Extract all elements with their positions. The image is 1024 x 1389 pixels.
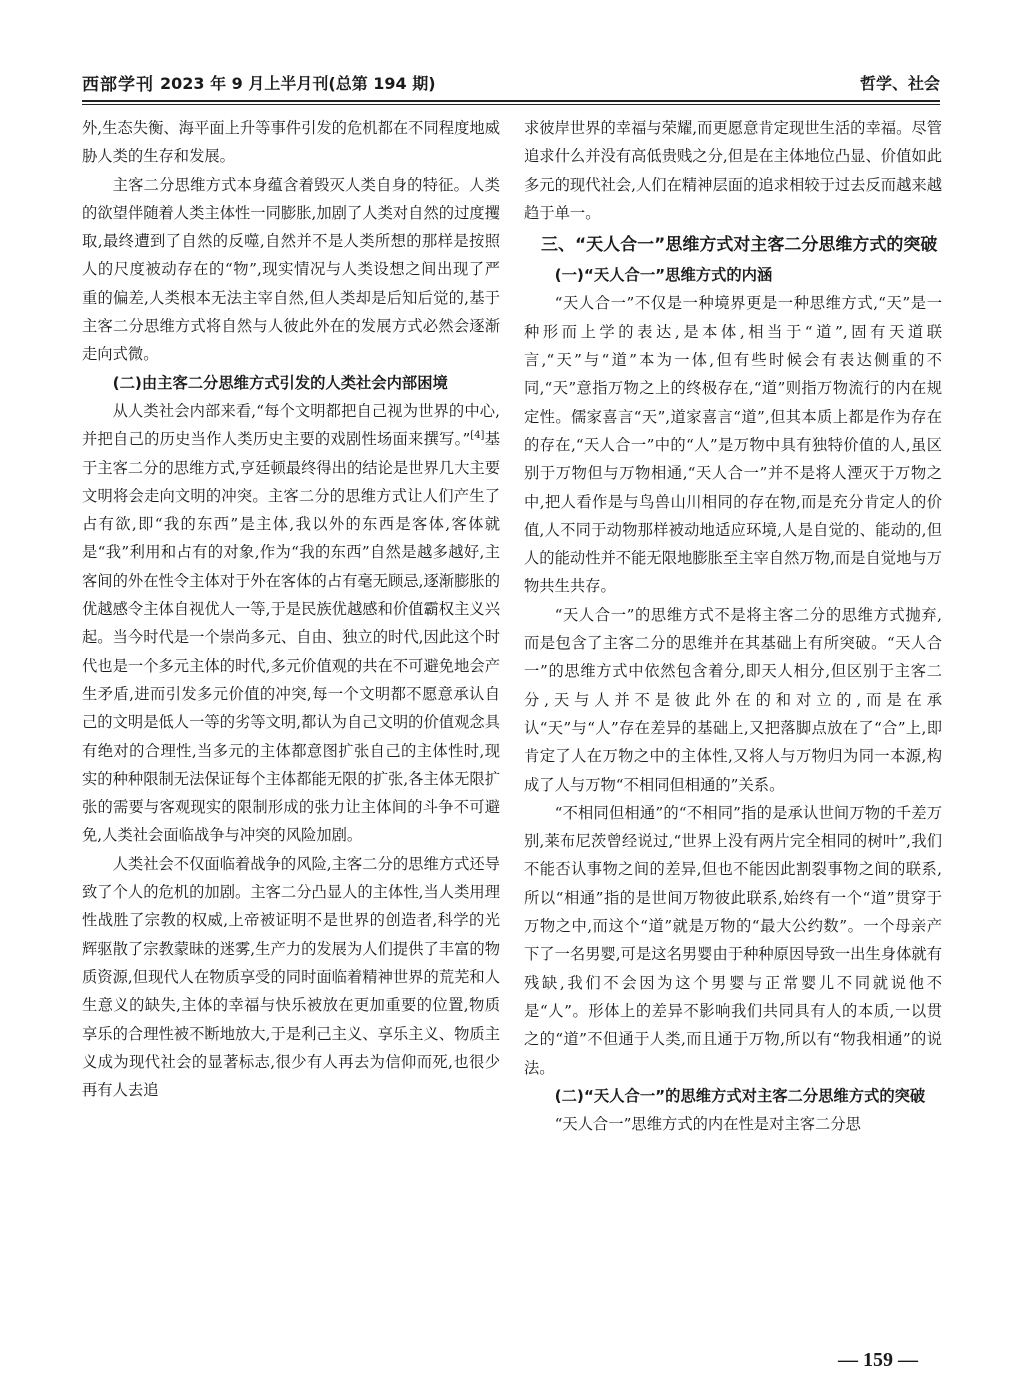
paragraph: 人类社会不仅面临着战争的风险,主客二分的思维方式还导致了个人的危机的加剧。主客二分凸显人的主体性,当人类用理性战胜了宗教的权威,上帝被证明不是世界的创造者,科学的光辉驱散了宗教蒙昧的迷雾,生产力的发展为人们提供了丰富的物质资源,但现代人在物质享受的同时面临着精神世界的荒芜和人生意义的缺失,主体的幸福与快乐被放在更加重要的位置,物质享乐的合理性被不断地放大,于是利己主义、享乐主义、物质主义成为现代社会的显著标志,很少有人再去为信仰而死,也很少再有人去追 [82, 854, 500, 1100]
paragraph: “天人合一”的思维方式不是将主客二分的思维方式抛弃,而是包含了主客二分的思维并在其基础上有所突破。“天人合一”的思维方式中依然包含着分,即天人相分,但区别于主客二分,天与人并不是彼此外在的和对立的,而是在承认“天”与“人”存在差异的基础上,又把落脚点放在了“合”上,即肯定了人在万物之中的主体性,又将人与万物归为同一本源,构成了人与万物“不相同但相通的”关系。 [524, 605, 942, 794]
subsection-heading: (二)“天人合一”的思维方式对主客二分思维方式的突破 [554, 1086, 926, 1105]
subsection-heading: (一)“天人合一”思维方式的内涵 [554, 266, 773, 285]
paragraph: 主客二分思维方式本身蕴含着毁灭人类自身的特征。人类的欲望伴随着人类主体性一同膨胀,加剧了人类对自然的过度攫取,最终遭到了自然的反噬,自然并不是人类所想的那样是按照人的尺度被动存在的“物”,现实情况与人类设想之间出现了严重的偏差,人类根本无法主宰自然,但人类却是后知后觉的,基于主客二分思维方式将自然与人彼此外在的发展方式必然会逐渐走向式微。 [82, 175, 500, 364]
paragraph: 外,生态失衡、海平面上升等事件引发的危机都在不同程度地威胁人类的生存和发展。 [82, 119, 500, 166]
paragraph [82, 397, 500, 850]
paragraph: “天人合一”思维方式的内在性是对主客二分思 [554, 1115, 861, 1134]
section-heading: 三、“天人合一”思维方式对主客二分思维方式的突破 [541, 235, 938, 256]
page-number: — 159 — [838, 1349, 918, 1371]
left-column [82, 114, 500, 1104]
header-rule-thin [82, 104, 940, 105]
paragraph: “不相同但相通”的“不相同”指的是承认世间万物的千差万别,莱布尼茨曾经说过,“世界上没有两片完全相同的树叶”,我们不能否认事物之间的差异,但也不能因此割裂事物之间的联系,所以“相通”指的是世间万物彼此联系,始终有一个“道”贯穿于万物之中,而这个“道”就是万物的“最大公约数”。一个母亲产下了一名男婴,可是这名男婴由于种种原因导致一出生身体就有残缺,我们不会因为这个男婴与正常婴儿不同就说他不是“人”。形体上的差异不影响我们共同具有人的本质,一以贯之的“道”不但通于人类,而且通于万物,所以有“物我相通”的说法。 [524, 803, 942, 1077]
paragraph: “天人合一”不仅是一种境界更是一种思维方式,“天”是一种形而上学的表达,是本体,相当于“道”,固有天道联言,“天”与“道”本为一体,但有些时候会有表达侧重的不同,“天”意指万物之上的终极存在,“道”则指万物流行的内在规定性。儒家喜言“天”,道家喜言“道”,但其本质上都是作为存在的存在,“天人合一”中的“人”是万物中具有独特价值的人,虽区别于万物但与万物相通,“天人合一”并不是将人湮灭于万物之中,把人看作是与鸟兽山川相同的存在物,而是充分肯定人的价值,人不同于动物那样被动地适应环境,人是自觉的、能动的,但人的能动性并不能无限地膨胀至主宰自然万物,而是自觉地与万物共生共存。 [524, 294, 942, 596]
issue-info: 2023 年 9 月上半月刊(总第 194 期) [160, 74, 436, 93]
subsection-heading: (二)由主客二分思维方式引发的人类社会内部困境 [112, 373, 448, 392]
paragraph-text: 基于主客二分的思维方式,亨廷顿最终得出的结论是世界几大主要文明将会走向文明的冲突。主客二分的思维方式让人们产生了占有欲,即“我的东西”是主体,我以外的东西是客体,客体就是“我”利用和占有的对象,作为“我的东西”自然是越多越好,主客间的外在性令主体对于外在客体的占有毫无顾忌,逐渐膨胀的优越感令主体自视优人一等,于是民族优越感和价值霸权主义兴起。当今时代是一个崇尚多元、自由、独立的时代,因此这个时代也是一个多元主体的时代,多元价值观的共在不可避免地会产生矛盾,进而引发多元价值的冲突,每一个文明都不愿意承认自己的文明是低人一等的劣等文明,都认为自己文明的价值观念具有绝对的合理性,当多元的主体都意图扩张自己的主体性时,现实的种种限制无法保证每个主体都能无限的扩张,各主体无限扩张的需要与客观现实的限制形成的张力让主体间的斗争不可避免,人类社会面临战争与冲突的风险加剧。 [82, 430, 500, 845]
paragraph-text: 从人类社会内部来看,“每个文明都把自己视为世界的中心,并把自己的历史当作人类历史主要的戏剧性场面来撰写。” [82, 401, 500, 449]
citation-reference: [4] [470, 430, 485, 442]
paragraph: 求彼岸世界的幸福与荣耀,而更愿意肯定现世生活的幸福。尽管追求什么并没有高低贵贱之分,但是在主体地位凸显、价值如此多元的现代社会,人们在精神层面的追求相较于过去反而越来越趋于单一。 [524, 119, 942, 222]
right-column [524, 114, 942, 1138]
journal-logo: 西部学刊 [82, 75, 154, 95]
header-rule-thick [82, 100, 940, 102]
running-header [82, 66, 940, 100]
section-label: 哲学、社会 [859, 74, 940, 93]
